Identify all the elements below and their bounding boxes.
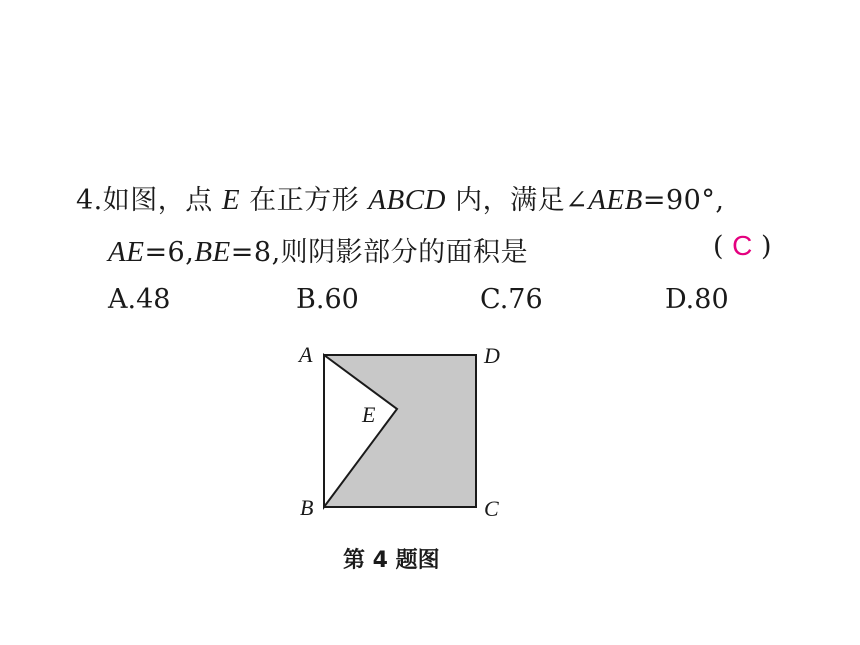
figure-caption: 第 4 题图 bbox=[343, 548, 440, 573]
angle-name: AEB bbox=[588, 184, 643, 216]
question-text-6: =8,则阴影部分的面积是 bbox=[230, 237, 529, 268]
option-d-value: 80 bbox=[694, 284, 729, 315]
point-e-figure-label: E bbox=[362, 402, 376, 427]
point-e-label: E bbox=[221, 184, 241, 216]
question-text-2: 在正方形 bbox=[249, 185, 360, 216]
option-a-label: A. bbox=[108, 284, 137, 315]
question-text-3: 内，满足∠ bbox=[455, 185, 589, 216]
answer-value: C bbox=[732, 230, 753, 261]
vertex-b-label: B bbox=[300, 495, 314, 520]
question-number: 4. bbox=[76, 185, 103, 216]
option-c-label: C. bbox=[480, 284, 509, 315]
option-b-value: 60 bbox=[324, 284, 359, 315]
segment-ae: AE bbox=[108, 236, 145, 268]
option-c-value: 76 bbox=[508, 284, 543, 315]
question-text-4: =90°, bbox=[642, 185, 725, 216]
question-text-1: 如图，点 bbox=[102, 185, 213, 216]
segment-be: BE bbox=[194, 236, 231, 268]
vertex-a-label: A bbox=[299, 342, 313, 367]
option-a-value: 48 bbox=[136, 284, 171, 315]
option-b-label: B. bbox=[296, 284, 325, 315]
vertex-c-label: C bbox=[484, 496, 499, 521]
answer-close-paren: ) bbox=[760, 231, 772, 262]
option-d-label: D. bbox=[665, 284, 695, 315]
vertex-d-label: D bbox=[484, 343, 500, 368]
square-name: ABCD bbox=[368, 184, 446, 216]
question-text-5: =6, bbox=[144, 237, 195, 268]
answer-open-paren: ( bbox=[713, 231, 724, 262]
